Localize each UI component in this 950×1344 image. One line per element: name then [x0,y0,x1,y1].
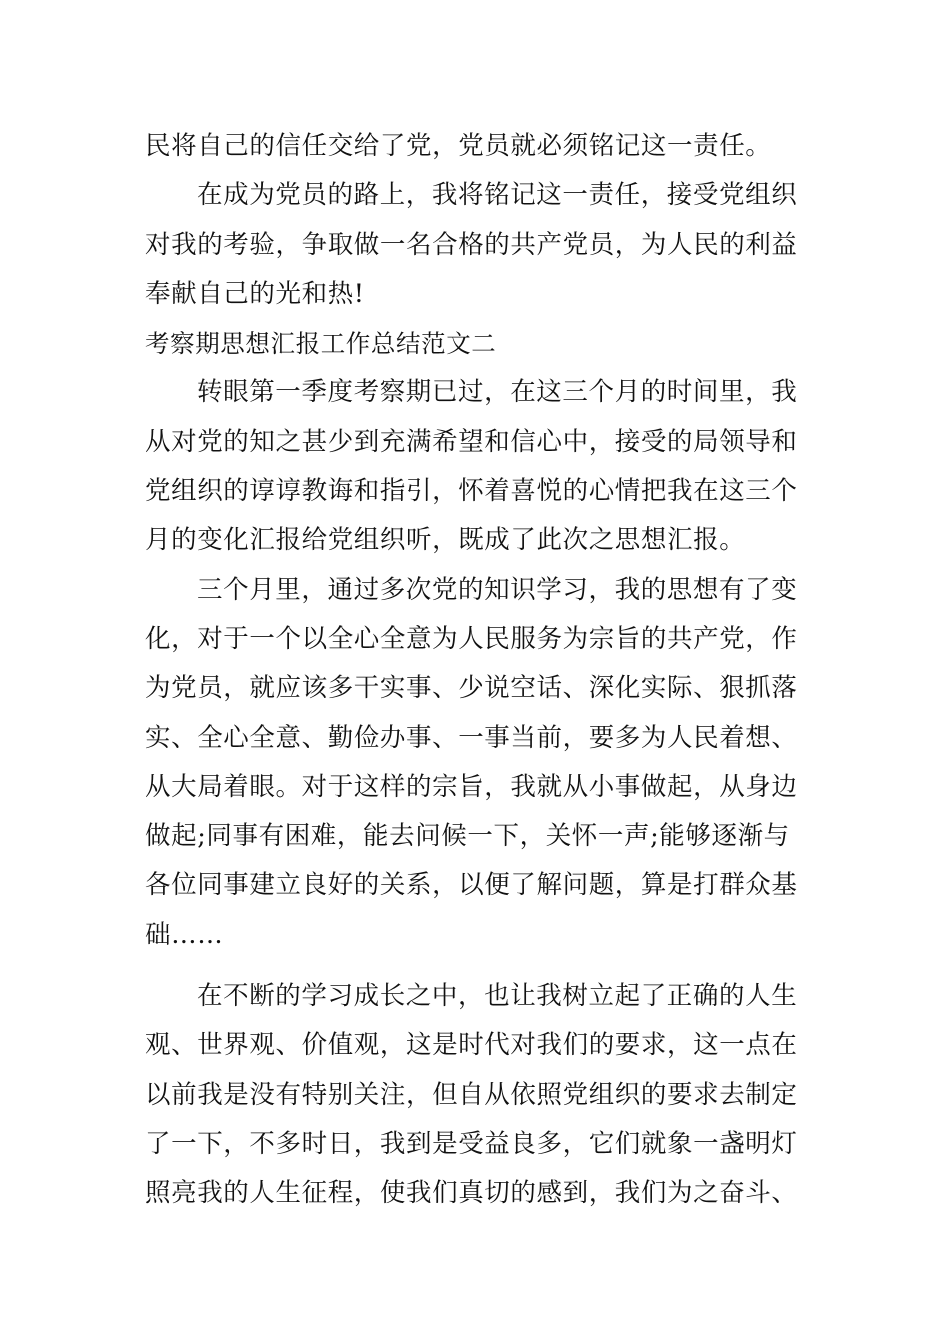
paragraph-start-line: 转眼第一季度考察期已过，在这三个月的时间里，我 [197,377,798,408]
section-heading: 考察期思想汇报工作总结范文二 [145,329,497,359]
paragraph-start-line: 在不断的学习成长之中，也让我树立起了正确的人生 [197,981,798,1012]
text-line: 民将自己的信任交给了党，党员就必须铭记这一责任。 [145,131,772,161]
text-line: 照亮我的人生征程，使我们真切的感到，我们为之奋斗、 [145,1178,798,1209]
paragraph-gap [145,960,807,972]
text-line: 为党员，就应该多干实事、少说空话、深化实际、狠抓落 [145,673,798,704]
text-line: 做起;同事有困难，能去问候一下，关怀一声;能够逐渐与 [145,821,790,852]
text-line: 奉献自己的光和热! [145,278,365,309]
text-line: 实、全心全意、勤俭办事、一事当前，要多为人民着想、 [145,722,798,753]
text-line: 了一下，不多时日，我到是受益良多，它们就象一盏明灯 [145,1128,798,1159]
text-line: 各位同事建立良好的关系，以便了解问题，算是打群众基 [145,870,798,901]
text-line: 从大局着眼。对于这样的宗旨，我就从小事做起，从身边 [145,771,798,802]
document-body [145,122,807,1219]
text-line: 观、世界观、价值观，这是时代对我们的要求，这一点在 [145,1030,798,1061]
text-line: 从对党的知之甚少到充满希望和信心中，接受的局领导和 [145,426,798,457]
paragraph-start-line: 在成为党员的路上，我将铭记这一责任，接受党组织 [197,180,798,211]
paragraph-start-line: 三个月里，通过多次党的知识学习，我的思想有了变 [197,574,798,605]
text-line: 化，对于一个以全心全意为人民服务为宗旨的共产党，作 [145,623,798,654]
text-line: 础…… [145,919,224,950]
text-line: 党组织的谆谆教诲和指引，怀着喜悦的心情把我在这三个 [145,476,798,507]
text-line: 对我的考验，争取做一名合格的共产党员，为人民的利益 [145,229,798,260]
text-line: 月的变化汇报给党组织听，既成了此次之思想汇报。 [145,525,746,556]
text-line: 以前我是没有特别关注，但自从依照党组织的要求去制定 [145,1079,798,1110]
